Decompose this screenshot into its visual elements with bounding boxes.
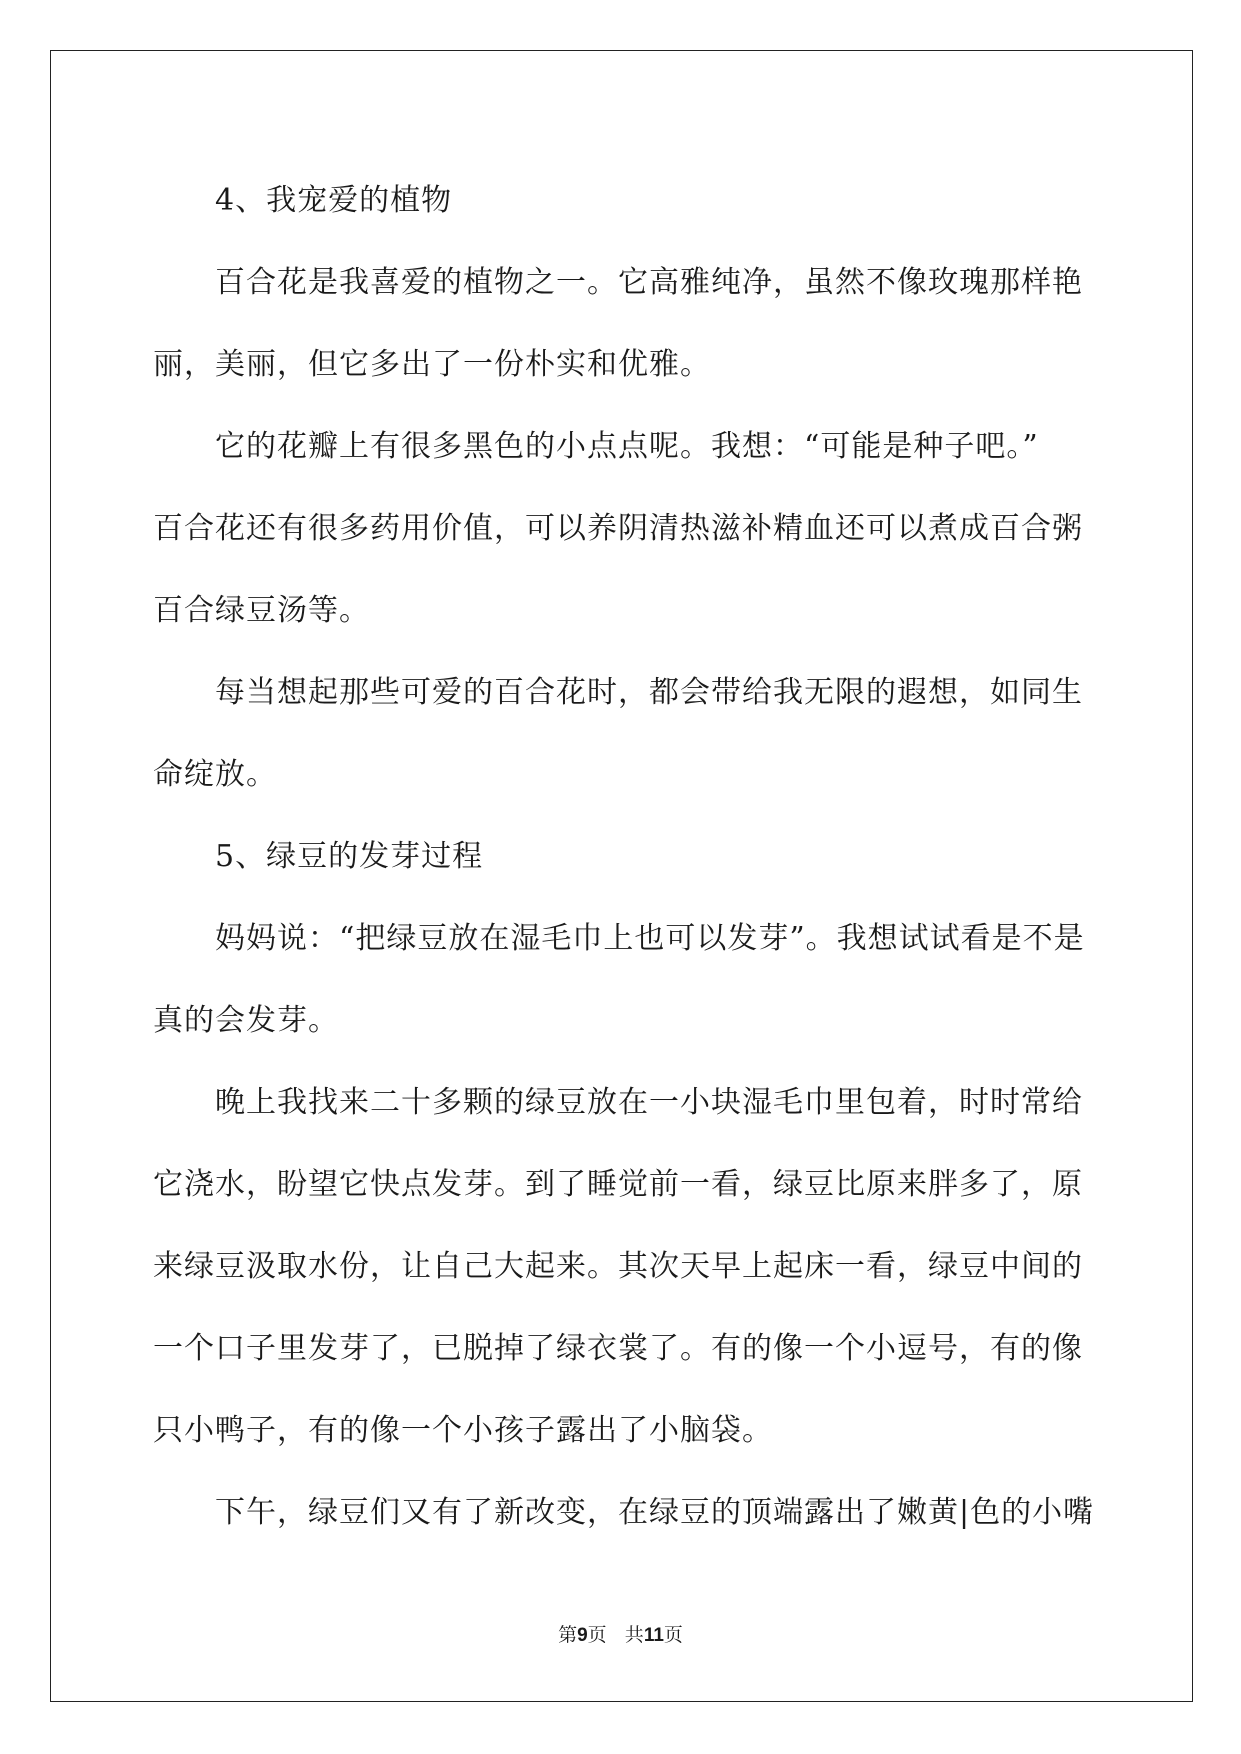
footer-total-suffix: 页: [663, 1624, 683, 1646]
paragraph-line: 妈妈说：“把绿豆放在湿毛巾上也可以发芽”。我想试试看是不是: [215, 921, 1085, 956]
paragraph-line: 百合花还有很多药用价值，可以养阴清热滋补精血还可以煮成百合粥: [153, 511, 1083, 546]
document-body: [153, 160, 1095, 1554]
paragraph-line: 每当想起那些可爱的百合花时，都会带给我无限的遐想，如同生: [215, 675, 1083, 710]
footer-prefix: 第: [558, 1624, 578, 1646]
paragraph-line: 丽，美丽，但它多出了一份朴实和优雅。: [153, 347, 711, 382]
section-heading-4: 4、我宠爱的植物: [215, 183, 453, 218]
paragraph-line: 百合绿豆汤等。: [153, 593, 370, 628]
paragraph-line: 来绿豆汲取水份，让自己大起来。其次天早上起床一看，绿豆中间的: [153, 1249, 1083, 1284]
paragraph-line: 百合花是我喜爱的植物之一。它高雅纯净，虽然不像玫瑰那样艳: [215, 265, 1083, 300]
footer-total-pages: 11: [643, 1625, 664, 1646]
paragraph-line: 只小鸭子，有的像一个小孩子露出了小脑袋。: [153, 1413, 773, 1448]
footer-page-suffix: 页: [587, 1624, 607, 1646]
footer-total-prefix: 共: [624, 1624, 644, 1646]
paragraph-line: 一个口子里发芽了，已脱掉了绿衣裳了。有的像一个小逗号，有的像: [153, 1331, 1083, 1366]
paragraph-line: 它的花瓣上有很多黑色的小点点呢。我想：“可能是种子吧。”: [215, 429, 1039, 464]
page-footer: [0, 1623, 1241, 1648]
paragraph-line: 命绽放。: [153, 757, 277, 792]
paragraph-line: 晚上我找来二十多颗的绿豆放在一小块湿毛巾里包着，时时常给: [215, 1085, 1083, 1120]
paragraph-line: 真的会发芽。: [153, 1003, 339, 1038]
paragraph-line: 下午，绿豆们又有了新改变，在绿豆的顶端露出了嫩黄|色的小嘴: [215, 1495, 1095, 1530]
footer-page-number: 9: [577, 1625, 588, 1646]
section-heading-5: 5、绿豆的发芽过程: [215, 839, 484, 874]
paragraph-line: 它浇水，盼望它快点发芽。到了睡觉前一看，绿豆比原来胖多了，原: [153, 1167, 1083, 1202]
